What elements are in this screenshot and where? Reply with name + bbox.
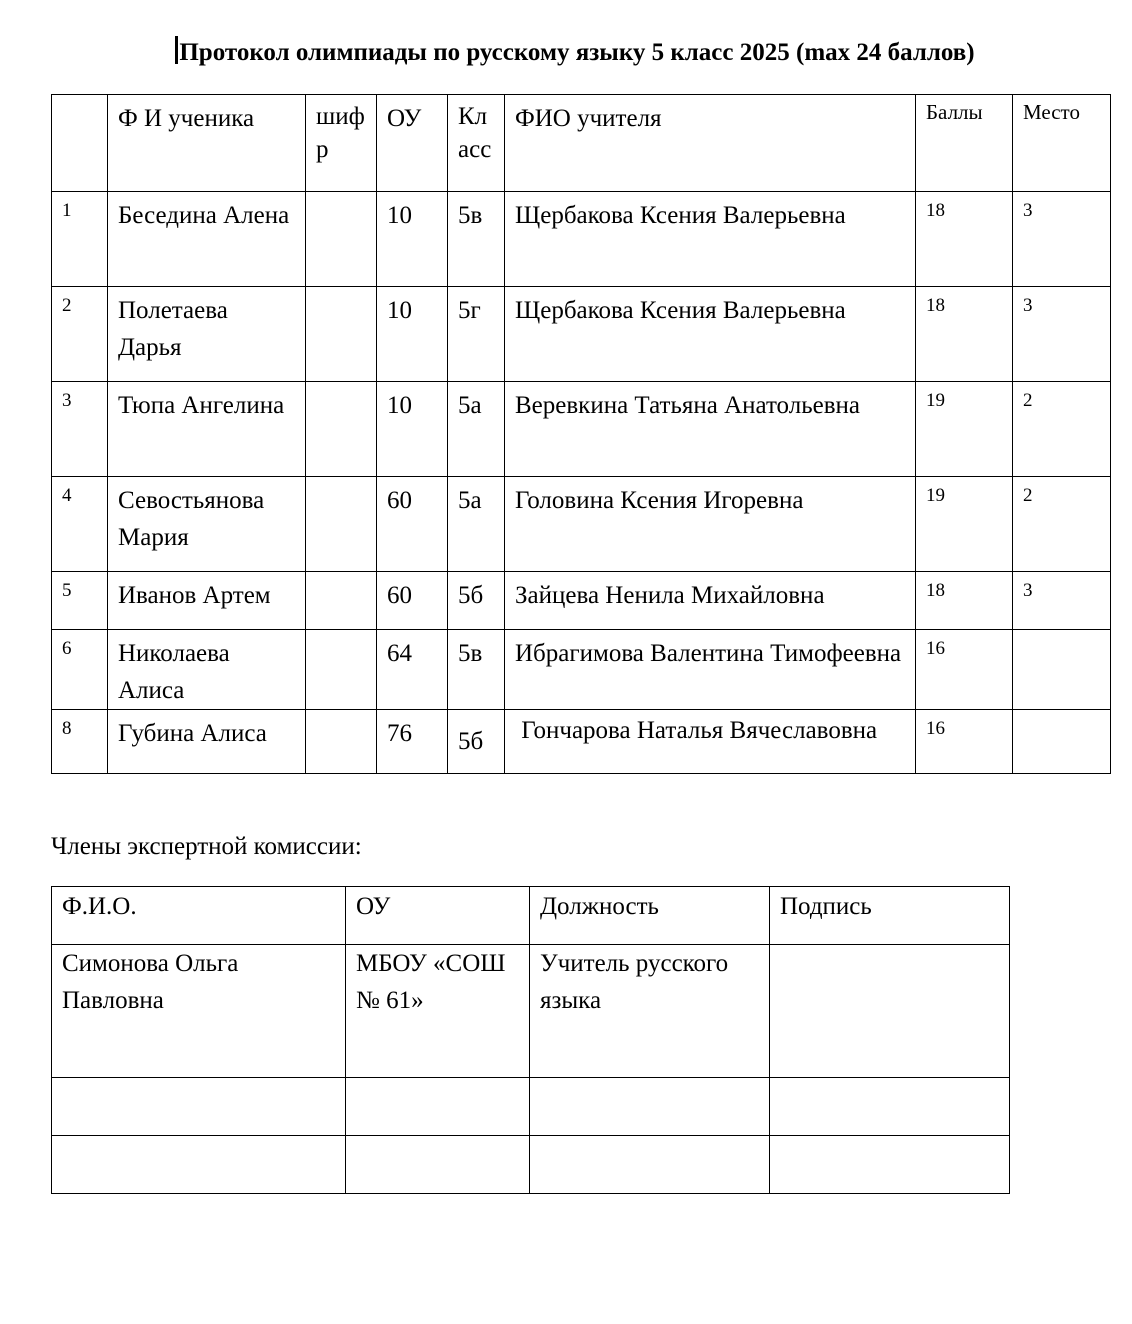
- table-row: [52, 710, 1111, 774]
- member-name: [52, 1136, 346, 1194]
- header-num: [52, 95, 108, 192]
- member-school: МБОУ «СОШ № 61»: [346, 945, 530, 1078]
- document-title: [0, 36, 1132, 70]
- document-title-text: Протокол олимпиады по русскому языку 5 класс 2025 (max 24 баллов): [179, 39, 975, 66]
- table-row: [52, 945, 1010, 1078]
- row-place: 3: [1013, 572, 1111, 630]
- row-student: Губина Алиса: [108, 710, 306, 774]
- member-position: Учитель русского языка: [530, 945, 770, 1078]
- member-signature: [770, 1136, 1010, 1194]
- row-score: 16: [916, 630, 1013, 710]
- row-school: 10: [377, 192, 448, 287]
- member-signature: [770, 945, 1010, 1078]
- table-row: [52, 630, 1111, 710]
- header-class: Класс: [448, 95, 505, 192]
- row-student: Полетаева Дарья: [108, 287, 306, 382]
- header-signature: Подпись: [770, 887, 1010, 945]
- commission-table: [51, 886, 1010, 1194]
- table-row: [52, 1136, 1010, 1194]
- row-place: 2: [1013, 477, 1111, 572]
- row-class: 5г: [448, 287, 505, 382]
- table-row: [52, 287, 1111, 382]
- commission-label: Члены экспертной комиссии:: [51, 833, 362, 860]
- member-position: [530, 1136, 770, 1194]
- row-teacher: Зайцева Ненила Михайловна: [505, 572, 916, 630]
- row-num: 6: [52, 630, 108, 710]
- row-school: 60: [377, 572, 448, 630]
- header-place: Место: [1013, 95, 1111, 192]
- member-name: [52, 1078, 346, 1136]
- header-score: Баллы: [916, 95, 1013, 192]
- header-student: Ф И ученика: [108, 95, 306, 192]
- row-teacher: Щербакова Ксения Валерьевна: [505, 287, 916, 382]
- results-header-row: [52, 95, 1111, 192]
- row-school: 76: [377, 710, 448, 774]
- row-cipher: [306, 710, 377, 774]
- header-position: Должность: [530, 887, 770, 945]
- row-class: 5в: [448, 630, 505, 710]
- row-class: 5б: [448, 572, 505, 630]
- row-cipher: [306, 630, 377, 710]
- row-score: 16: [916, 710, 1013, 774]
- row-place: 2: [1013, 382, 1111, 477]
- member-school: [346, 1078, 530, 1136]
- row-num: 2: [52, 287, 108, 382]
- row-teacher: Веревкина Татьяна Анатольевна: [505, 382, 916, 477]
- row-place: 3: [1013, 192, 1111, 287]
- row-school: 10: [377, 382, 448, 477]
- table-row: [52, 1078, 1010, 1136]
- row-student: Беседина Алена: [108, 192, 306, 287]
- row-cipher: [306, 477, 377, 572]
- row-place: [1013, 710, 1111, 774]
- row-num: 4: [52, 477, 108, 572]
- row-num: 8: [52, 710, 108, 774]
- table-row: [52, 382, 1111, 477]
- text-cursor: [175, 36, 178, 64]
- header-school: ОУ: [346, 887, 530, 945]
- member-name: Симонова Ольга Павловна: [52, 945, 346, 1078]
- row-school: 10: [377, 287, 448, 382]
- row-school: 60: [377, 477, 448, 572]
- member-position: [530, 1078, 770, 1136]
- commission-header-row: [52, 887, 1010, 945]
- row-class: 5б: [448, 710, 505, 774]
- header-name: Ф.И.О.: [52, 887, 346, 945]
- row-cipher: [306, 192, 377, 287]
- row-school: 64: [377, 630, 448, 710]
- row-student: Тюпа Ангелина: [108, 382, 306, 477]
- row-num: 1: [52, 192, 108, 287]
- row-class: 5в: [448, 192, 505, 287]
- row-cipher: [306, 572, 377, 630]
- row-class: 5а: [448, 382, 505, 477]
- row-student: Севостьянова Мария: [108, 477, 306, 572]
- member-signature: [770, 1078, 1010, 1136]
- table-row: [52, 192, 1111, 287]
- row-score: 18: [916, 192, 1013, 287]
- table-row: [52, 477, 1111, 572]
- header-school: ОУ: [377, 95, 448, 192]
- row-score: 18: [916, 572, 1013, 630]
- row-student: Николаева Алиса: [108, 630, 306, 710]
- row-teacher: Головина Ксения Игоревна: [505, 477, 916, 572]
- table-row: [52, 572, 1111, 630]
- row-place: [1013, 630, 1111, 710]
- row-score: 19: [916, 382, 1013, 477]
- row-score: 19: [916, 477, 1013, 572]
- row-teacher: Щербакова Ксения Валерьевна: [505, 192, 916, 287]
- row-place: 3: [1013, 287, 1111, 382]
- row-cipher: [306, 287, 377, 382]
- header-cipher: шифр: [306, 95, 377, 192]
- row-teacher: Гончарова Наталья Вячеславовна: [505, 710, 916, 774]
- row-num: 5: [52, 572, 108, 630]
- header-teacher: ФИО учителя: [505, 95, 916, 192]
- row-num: 3: [52, 382, 108, 477]
- row-cipher: [306, 382, 377, 477]
- row-teacher: Ибрагимова Валентина Тимофеевна: [505, 630, 916, 710]
- row-student: Иванов Артем: [108, 572, 306, 630]
- member-school: [346, 1136, 530, 1194]
- row-score: 18: [916, 287, 1013, 382]
- results-table: [51, 94, 1111, 774]
- row-class: 5а: [448, 477, 505, 572]
